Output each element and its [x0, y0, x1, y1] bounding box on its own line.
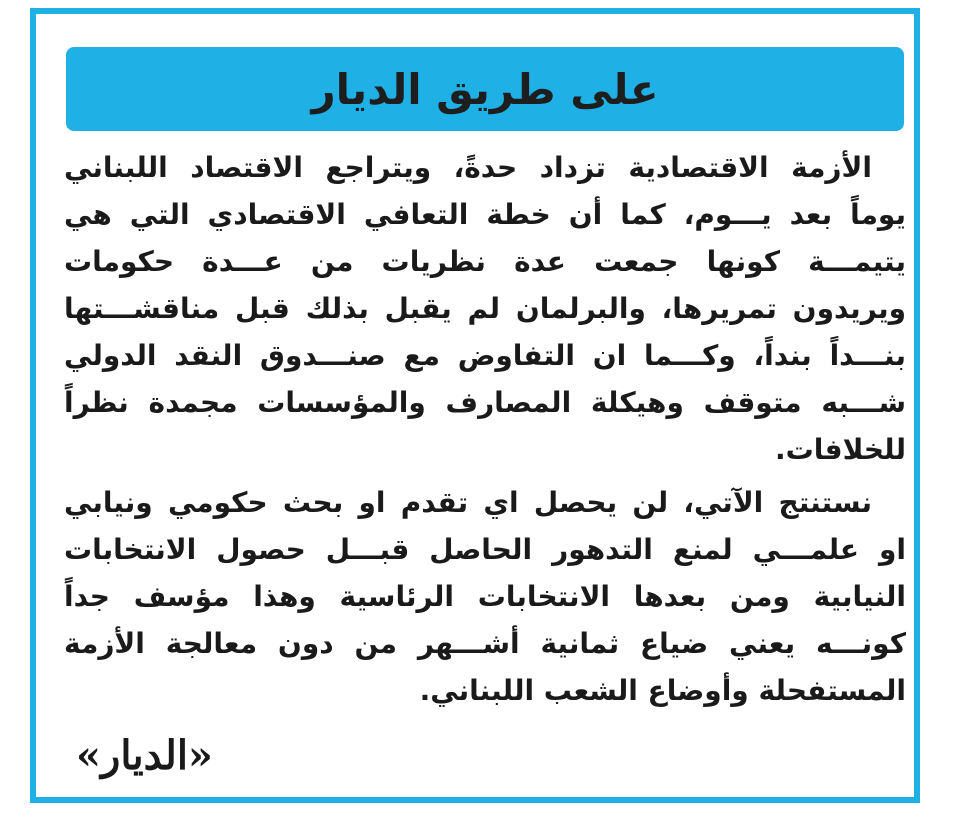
article-frame — [30, 8, 920, 803]
signature: «الديار» — [76, 732, 213, 779]
paragraph-2-line: او علمـــي لمنع التدهور الحاصل قبـــل حصول الانتخابات — [64, 533, 906, 566]
paragraph-2-line: المستفحلة وأوضاع الشعب اللبناني. — [419, 674, 906, 707]
paragraph-2-line: كونـــه يعني ضياع ثمانية أشـــهر من دون معالجة الأزمة — [64, 627, 906, 660]
paragraph-1-line: شـــبه متوقف وهيكلة المصارف والمؤسسات مجمدة نظراً — [64, 386, 906, 419]
article-body — [64, 144, 906, 714]
page-title: على طريق الديار — [311, 64, 659, 114]
paragraph-2-line: نستنتج الآتي، لن يحصل اي تقدم او بحث حكومي ونيابي — [64, 486, 872, 519]
paragraph-2-line: النيابية ومن بعدها الانتخابات الرئاسية وهذا مؤسف جداً — [64, 580, 906, 613]
paragraph-1-line: للخلافات. — [774, 433, 906, 466]
paragraph-1-line: ويريدون تمريرها، والبرلمان لم يقبل بذلك قبل مناقشـــتها — [64, 292, 906, 325]
paragraph-1-line: يوماً بعد يـــوم، كما أن خطة التعافي الاقتصادي التي هي — [64, 198, 906, 231]
title-bar — [66, 47, 904, 131]
paragraph-1-line: الأزمة الاقتصادية تزداد حدةً، ويتراجع الاقتصاد اللبناني — [64, 151, 872, 184]
paragraph-1-line: بنـــداً بنداً، وكـــما ان التفاوض مع صنـــدوق النقد الدولي — [64, 339, 906, 372]
paragraph-1-line: يتيمـــة كونها جمعت عدة نظريات من عـــدة حكومات — [64, 245, 906, 278]
